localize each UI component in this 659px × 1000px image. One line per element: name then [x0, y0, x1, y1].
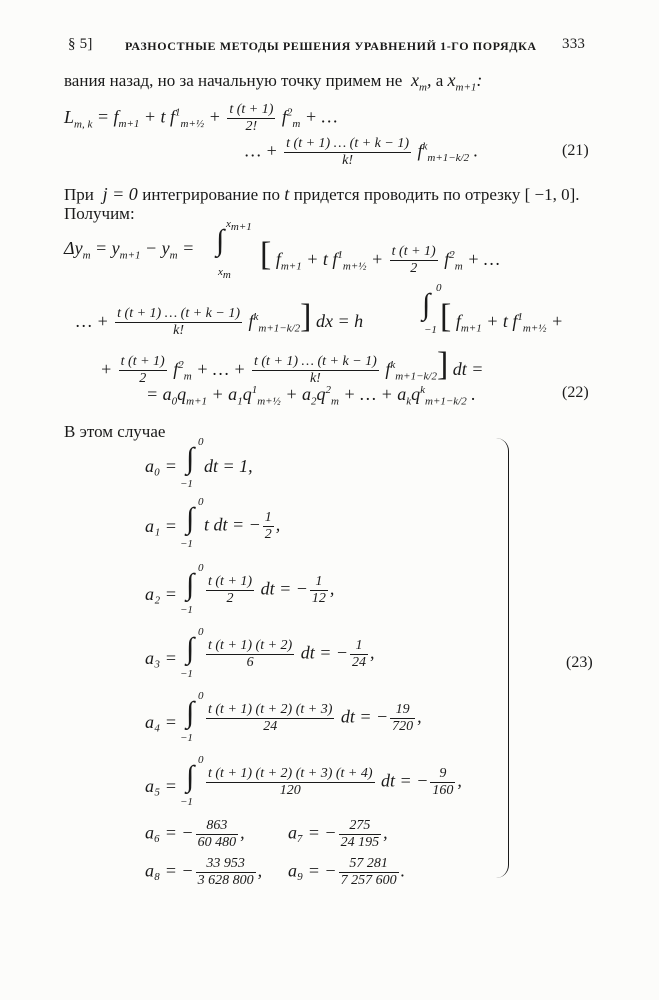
equation-22-line-2: … + $\frac{t (t + 1) \dots (t + k - 1)}{k!}$ $f^k_{m+1-k/2}$] dx = h	[76, 298, 364, 339]
a5-upper: 0	[198, 754, 204, 766]
paragraph-2-line-1	[64, 184, 579, 205]
a1-lower: −1	[180, 538, 193, 550]
coef-a0-row: a₀ =	[145, 456, 177, 476]
page-number: 333	[562, 36, 586, 52]
eq22-integral-1	[216, 226, 224, 256]
a2-upper: 0	[198, 562, 204, 574]
eq22-int2-lower: −1	[424, 324, 437, 336]
coef-a1-row: a₁ =	[145, 516, 177, 536]
coef-a3-rhs: $\frac{t (t + 1) (t + 2)}{6}$ dt = − $\frac{1}{24}$ ,	[208, 638, 375, 670]
integral-sign: ∫	[216, 224, 225, 257]
eq22-frac-2: $\frac{t (t + 1) \dots (t + k - 1)}{k!}$	[117, 306, 240, 339]
equation-number-22: (22)	[562, 384, 589, 401]
para2-end: придется проводить по отрезку [ −1, 0].	[293, 185, 580, 204]
coef-a3-row: a₃ =	[145, 648, 177, 668]
coef-a6-row: a₆ = − $\frac{863}{60 480}$ ,	[145, 818, 245, 850]
coef-a4-rhs: $\frac{t (t + 1) (t + 2) (t + 3)}{24}$ dt = − $\frac{19}{720}$ ,	[208, 702, 422, 734]
coef-a5-row: a₅ =	[145, 776, 177, 796]
equation-21-line-1: $L_{m, k} = f_{m+1} + t$ $f^1_{m+\frac{1}{2}}$ + $\frac{t (t + 1)}{2!}$ $f^2_m$ + …	[64, 102, 338, 134]
a2-lower: −1	[180, 604, 193, 616]
a0-integral: ∫	[186, 442, 195, 475]
eq22-frac-4: $\frac{t (t + 1) \dots (t + k - 1)}{k!}$	[254, 354, 377, 387]
running-title: РАЗНОСТНЫЕ МЕТОДЫ РЕШЕНИЯ УРАВНЕНИЙ 1-ГО ПОРЯДКА	[125, 39, 537, 53]
eq21-frac-1: $\frac{t (t + 1)}{2!}$	[229, 102, 274, 134]
a0-lower: −1	[180, 478, 193, 490]
equation-22-line-3: + $\frac{t (t + 1)}{2}$ $f^2_m$ + … + $\frac{t (t + 1) \dots (t + k - 1)}{k!}$ $f^k_{m+1-k/2}$] dt =	[100, 346, 484, 387]
a1-upper: 0	[198, 496, 204, 508]
a4-upper: 0	[198, 690, 204, 702]
a2-integral: ∫	[186, 568, 195, 601]
equation-22-line-2-rhs: [ $f_{m+1} + t$ $f^1_{m+\frac{1}{2}}$ +	[440, 298, 564, 335]
coef-a2-rhs: $\frac{t (t + 1)}{2}$ dt = − $\frac{1}{12}$ ,	[208, 574, 335, 606]
a3-lower: −1	[180, 668, 193, 680]
a3-integral: ∫	[186, 632, 195, 665]
a5-integral: ∫	[186, 760, 195, 793]
para2-word-pri: При	[64, 185, 94, 204]
a3-upper: 0	[198, 626, 204, 638]
a5-lower: −1	[180, 796, 193, 808]
math-t: t	[284, 184, 294, 204]
eq22-frac-3: $\frac{t (t + 1)}{2}$	[120, 354, 165, 387]
text-line-1	[64, 70, 482, 94]
equation-number-23: (23)	[566, 654, 593, 671]
equation-21-line-2: … + $\frac{t (t + 1) \dots (t + k - 1)}{k!}$ $f^k_{m+1-k/2}$ .	[245, 136, 479, 168]
word-a: а	[435, 71, 448, 90]
math-x-m: $x_m$,	[406, 70, 432, 94]
math-x-m1: $x_{m+1}$:	[447, 70, 483, 94]
eq21-frac-2: $\frac{t (t + 1) \dots (t + k - 1)}{k!}$	[286, 136, 409, 168]
equation-22-line-1: $\Delta y_m = y_{m+1} - y_m$ =	[64, 238, 195, 262]
coef-a8-row: a₈ = − $\frac{33 953}{3 628 800}$ ,	[145, 856, 263, 888]
coef-a2-row: a₂ =	[145, 584, 177, 604]
right-brace	[496, 438, 509, 878]
a1-integral: ∫	[186, 502, 195, 535]
coef-a7-row: a₇ = − $\frac{275}{24 195}$ ,	[288, 818, 388, 850]
coef-a9-row: a₉ = − $\frac{57 281}{7 257 600}$ .	[288, 856, 406, 888]
para2-middle: интегрирование по	[142, 185, 280, 204]
paragraph-2-line-2: Получим:	[64, 204, 135, 223]
eq21-lhs: $L_{m, k}$	[64, 106, 93, 131]
coef-a4-row: a₄ =	[145, 712, 177, 732]
equation-22-line-1-rhs: [ $f_{m+1} + t$ $f^1_{m+\frac{1}{2}}$ + $\frac{t (t + 1)}{2}$ $f^2_m$ + …	[260, 236, 500, 277]
coef-a0-name: a₀	[145, 456, 161, 476]
eq22-int2-upper: 0	[436, 282, 442, 294]
coef-a1-rhs: t dt = − $\frac{1}{2}$ ,	[204, 510, 281, 542]
a4-integral: ∫	[186, 696, 195, 729]
coef-a5-rhs: $\frac{t (t + 1) (t + 2) (t + 3) (t + 4)}{120}$ dt = − $\frac{9}{160}$ ,	[208, 766, 462, 798]
text-line-1-words: вания назад, но за начальную точку примем не	[64, 71, 403, 90]
eq22-frac-1: $\frac{t (t + 1)}{2}$	[391, 244, 436, 277]
eq22-upper-limit: $x_{m+1}$	[226, 218, 252, 234]
a4-lower: −1	[180, 732, 193, 744]
coef-a0-rhs: dt = 1,	[204, 456, 253, 476]
section-marker: § 5]	[68, 36, 93, 52]
math-j-zero: j = 0	[98, 184, 143, 204]
equation-22-line-4: = $a_0q_{m+1} + a_1q^1_{m+\frac{1}{2}} + a_2q^2_m$ + … + $a_kq^k_{m+1-k/2}$ .	[146, 384, 476, 408]
case-label: В этом случае	[64, 422, 166, 441]
eq22-integral-2: ∫	[422, 288, 431, 321]
eq22-lower-limit: $x_m$	[218, 266, 231, 282]
equation-number-21: (21)	[562, 142, 589, 159]
a0-upper: 0	[198, 436, 204, 448]
